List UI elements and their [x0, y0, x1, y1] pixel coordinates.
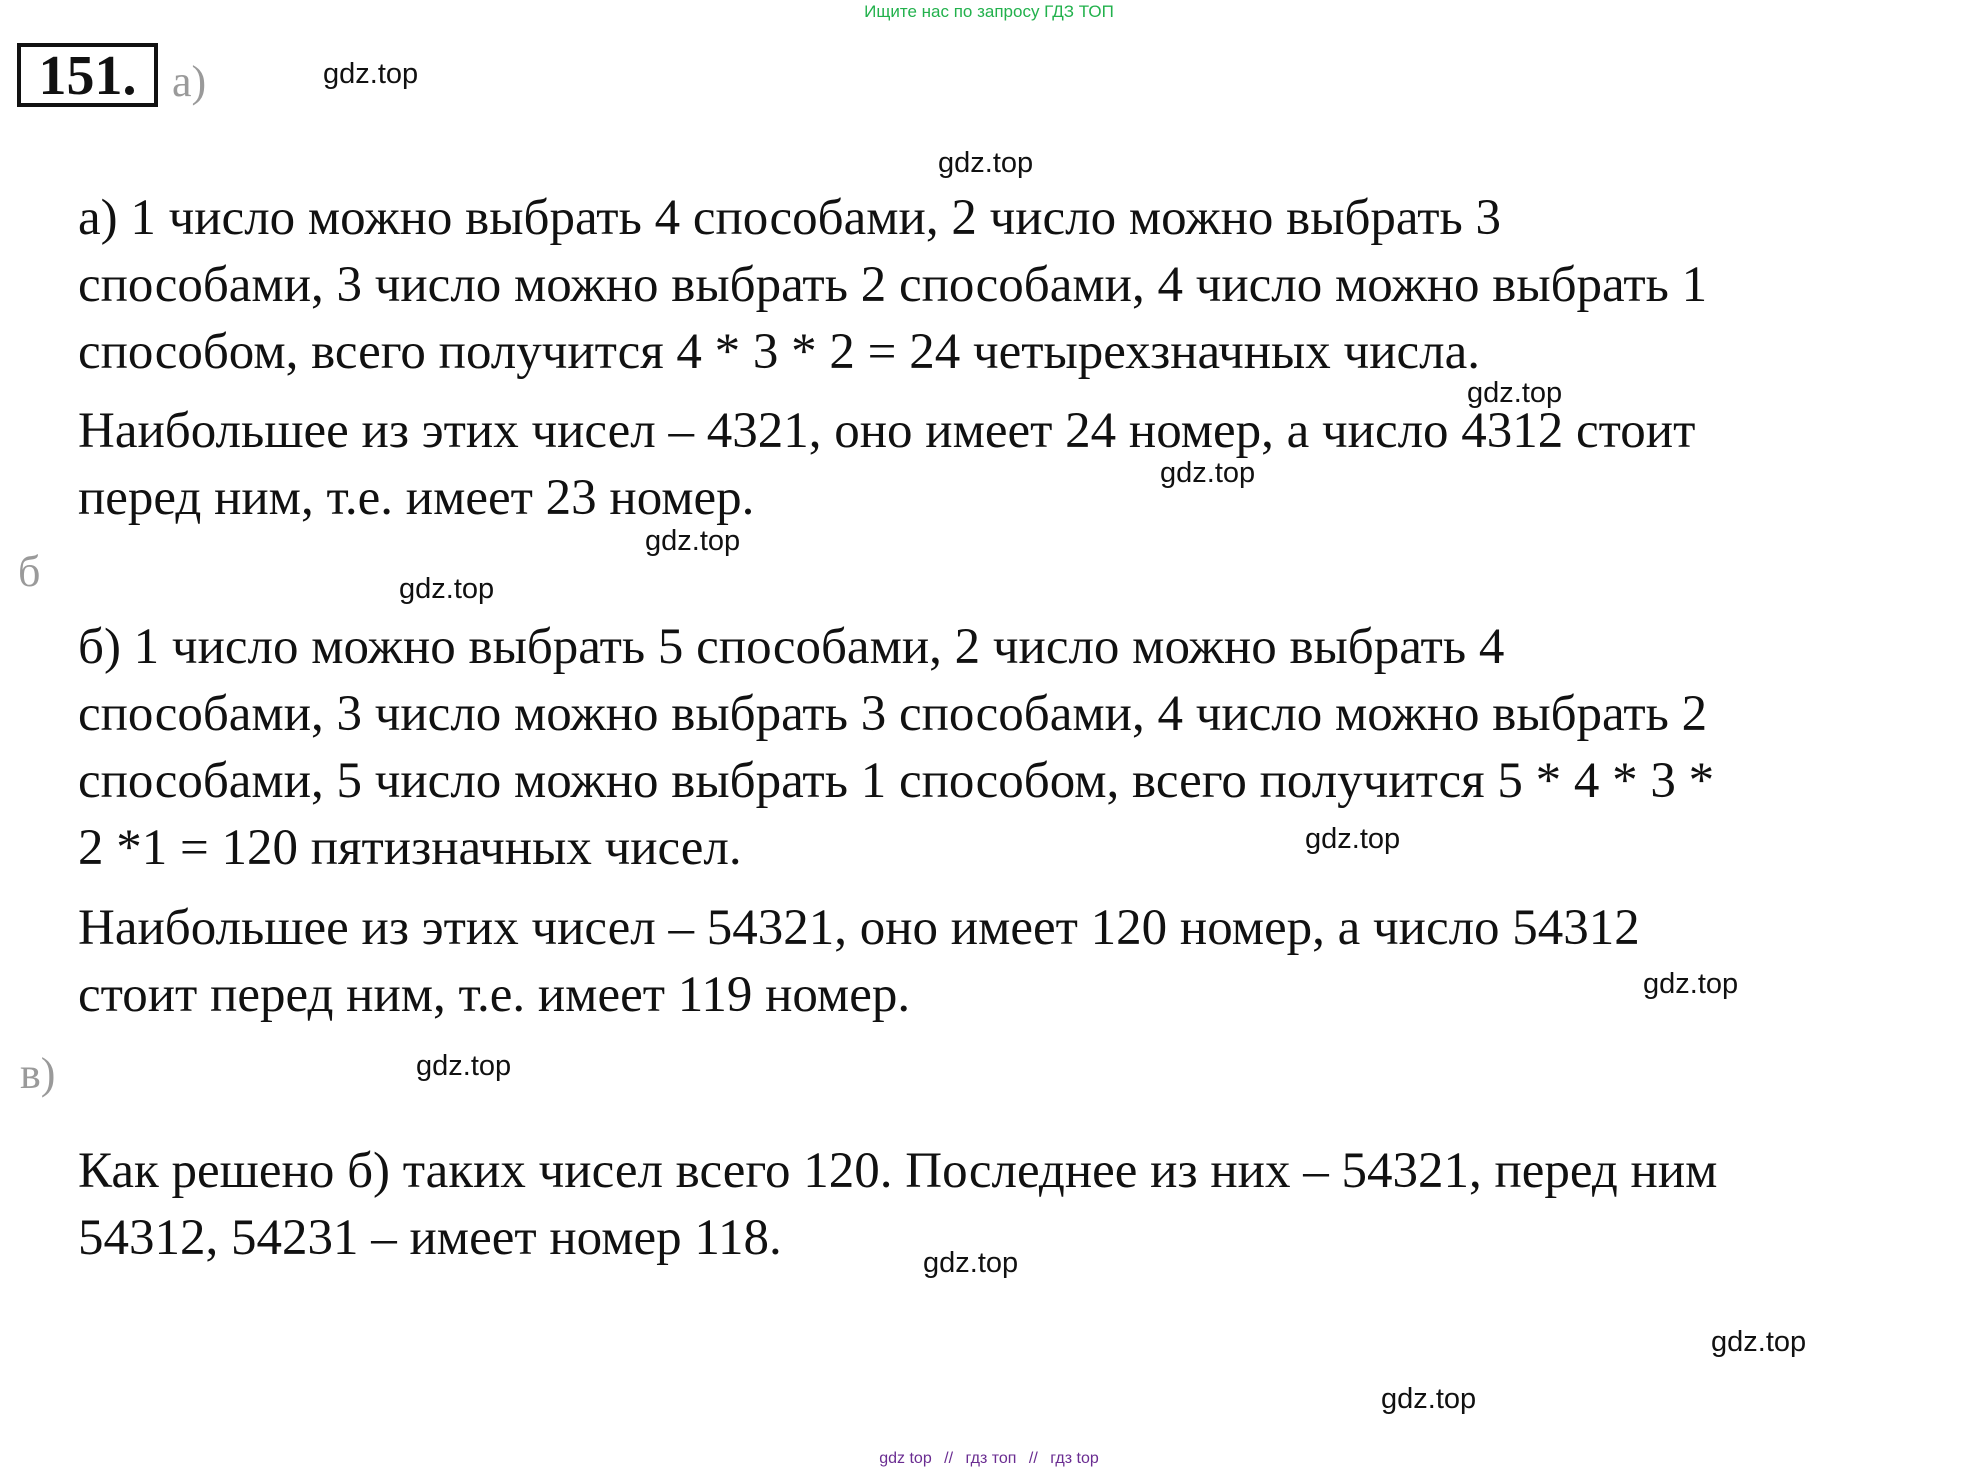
footer-separator: //	[944, 1450, 954, 1467]
watermark: gdz.top	[1467, 377, 1563, 409]
part-b-conclusion-line: стоит перед ним, т.е. имеет 119 номер.	[78, 967, 911, 1023]
part-v-line: 54312, 54231 – имеет номер 118.	[78, 1210, 782, 1266]
part-b-solution	[78, 614, 1978, 882]
footer-link[interactable]: gdz top	[879, 1450, 932, 1467]
part-b-line: способами, 3 число можно выбрать 3 способами, 4 число можно выбрать 2	[78, 686, 1708, 742]
part-a-line: а) 1 число можно выбрать 4 способами, 2 число можно выбрать 3	[78, 190, 1502, 246]
watermark: gdz.top	[645, 525, 741, 557]
watermark: gdz.top	[399, 573, 495, 605]
footer-links	[0, 1450, 1978, 1468]
part-b-conclusion	[78, 895, 1978, 1029]
part-a-conclusion-line: перед ним, т.е. имеет 23 номер.	[78, 470, 755, 526]
watermark: gdz.top	[1711, 1326, 1807, 1358]
problem-number: 151.	[17, 43, 158, 107]
part-b-conclusion-line: Наибольшее из этих чисел – 54321, оно имеет 120 номер, а число 54312	[78, 900, 1640, 956]
watermark: gdz.top	[1643, 968, 1739, 1000]
part-a-line: способом, всего получится 4 * 3 * 2 = 24 четырехзначных числа.	[78, 324, 1480, 380]
watermark: gdz.top	[1381, 1383, 1477, 1415]
watermark: gdz.top	[416, 1050, 512, 1082]
part-b-line: б) 1 число можно выбрать 5 способами, 2 число можно выбрать 4	[78, 619, 1505, 675]
watermark: gdz.top	[923, 1247, 1019, 1279]
part-b-line: способами, 5 число можно выбрать 1 способом, всего получится 5 * 4 * 3 *	[78, 753, 1715, 809]
section-letter-v: в)	[20, 1049, 56, 1098]
footer-link[interactable]: гдз топ	[965, 1450, 1017, 1467]
part-a-solution	[78, 185, 1978, 386]
part-v-line: Как решено б) таких чисел всего 120. Последнее из них – 54321, перед ним	[78, 1143, 1718, 1199]
section-letter-a: а)	[172, 57, 207, 106]
part-a-conclusion	[78, 398, 1978, 532]
footer-separator: //	[1028, 1450, 1038, 1467]
footer-link[interactable]: гдз top	[1050, 1450, 1099, 1467]
watermark: gdz.top	[938, 147, 1034, 179]
part-a-line: способами, 3 число можно выбрать 2 способами, 4 число можно выбрать 1	[78, 257, 1708, 313]
part-a-conclusion-line: Наибольшее из этих чисел – 4321, оно имеет 24 номер, а число 4312 стоит	[78, 403, 1696, 459]
section-letter-b: б	[18, 547, 41, 596]
part-b-line: 2 *1 = 120 пятизначных чисел.	[78, 820, 742, 876]
part-v-solution	[78, 1138, 1978, 1272]
watermark: gdz.top	[1160, 457, 1256, 489]
watermark: gdz.top	[323, 58, 419, 90]
watermark: gdz.top	[1305, 823, 1401, 855]
top-banner: Ищите нас по запросу ГДЗ ТОП	[864, 2, 1114, 21]
